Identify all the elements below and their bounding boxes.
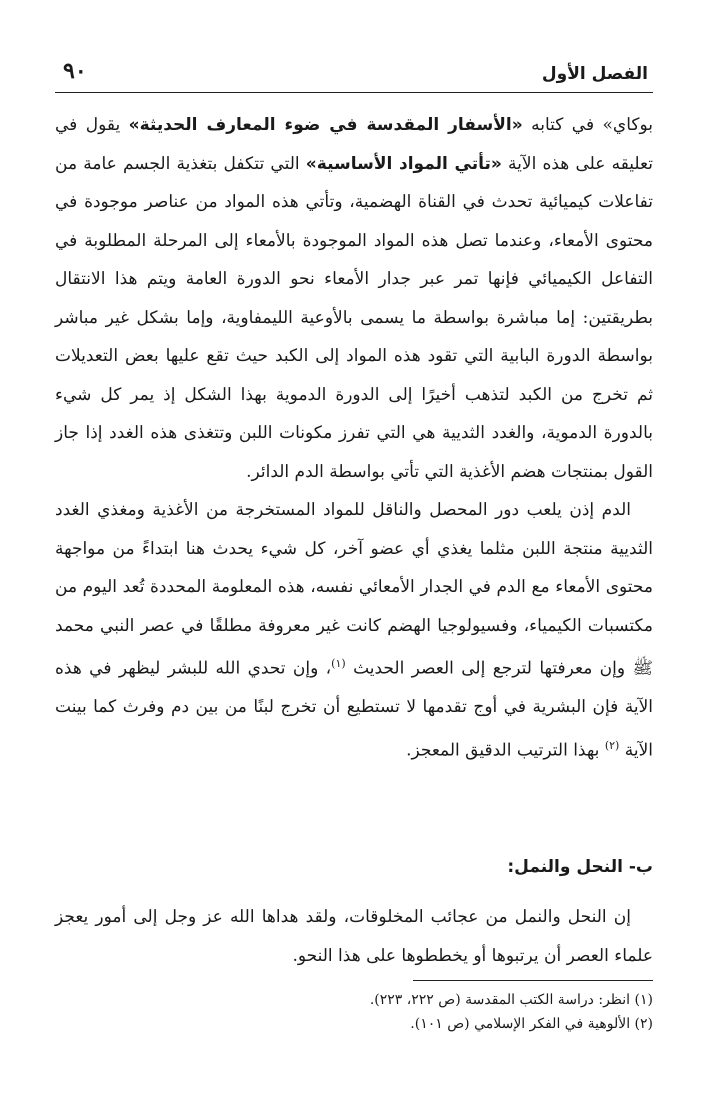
book-title-quote: «الأسفار المقدسة في ضوء المعارف الحديثة» <box>128 115 523 135</box>
paragraph-1-end: التي تتكفل بتغذية الجسم عامة من تفاعلات كيميائية تحدث في القناة الهضمية، وتأتي هذه المواد من عناصر موجودة في محتوى الأمعاء، وعندما تصل هذه المواد الموجودة بالأمعاء إلى المرحلة المطلوبة في التفاعل الكيميائي فإنها تمر عبر جدار الأمعاء نحو الدورة العامة ويتم هذا الانتقال بطريقتين: إما مباشرة بواسطة ما يسمى بالأوعية الليمفاوية، وإما بشكل غير مباشر بواسطة الدورة البابية التي تقود هذه المواد إلى الكبد حيث تقع عليها بعض التعديلات ثم تخرج من الكبد لتذهب أخيرًا إلى الدورة الدموية بهذا الشكل إذ يمر كل شيء بالدورة الدموية، والغدد الثديية هي التي تفرز مكونات اللبن وتتغذى هذه الغدد إذا جاز القول بمنتجات هضم الأغذية التي تأتي بواسطة الدم الدائر. <box>55 153 653 482</box>
paragraph-2-end: بهذا الترتيب الدقيق المعجز. <box>406 740 605 761</box>
footnote-rule <box>413 980 653 981</box>
footnote-2: (٢) الألوهية في الفكر الإسلامي (ص ١٠١). <box>410 1016 653 1032</box>
paragraph-2 <box>55 491 653 770</box>
paragraph-1-start: بوكاي» في كتابه <box>522 115 654 135</box>
paragraph-1-mid: يقول في تعليقه على هذه الآية <box>55 115 653 174</box>
page-number: ٩٠ <box>63 58 87 84</box>
verse-quote: «تأتي المواد الأساسية» <box>305 153 502 174</box>
section-heading: ب- النحل والنمل: <box>507 857 653 877</box>
footnote-1: (١) انظر: دراسة الكتب المقدسة (ص ٢٢٢، ٢٢٣). <box>369 992 653 1008</box>
footnotes <box>53 988 653 1036</box>
paragraph-1 <box>55 106 653 491</box>
chapter-title: الفصل الأول <box>541 64 648 84</box>
paragraph-2-mid: ، وإن تحدي الله للبشر ليظهر في هذه الآية فإن البشرية في أوج تقدمها لا تستطيع أن تخرج لبنًا من بين دم وفرث كما بينت الآية <box>55 658 653 761</box>
page-header <box>55 58 648 90</box>
footnote-ref-2[interactable]: (٢) <box>604 738 620 752</box>
main-text <box>55 106 653 770</box>
header-rule <box>55 92 653 93</box>
footnote-ref-1[interactable]: (١) <box>331 657 346 670</box>
section-text: إن النحل والنمل من عجائب المخلوقات، ولقد هداها الله عز وجل إلى أمور يعجز علماء العصر أن يرتبوها أو يخططوها على هذا النحو. <box>55 907 653 966</box>
paragraph-2-start: الدم إذن يلعب دور المحصل والناقل للمواد المستخرجة من الأغذية ومغذي الغدد الثديية منتجة اللبن مثلما يغذي أي عضو آخر، كل شيء يحدث هنا ابتداءً من مواجهة محتوى الأمعاء مع الدم في الجدار الأمعائي نفسه، هذه المعلومة المحددة تُعد اليوم من مكتسبات الكيمياء، وفسيولوجيا الهضم كانت غير معروفة مطلقًا في عصر النبي محمد ﷺ وإن معرفتها لترجع إلى العصر الحديث <box>55 500 653 679</box>
section-paragraph <box>55 898 653 975</box>
